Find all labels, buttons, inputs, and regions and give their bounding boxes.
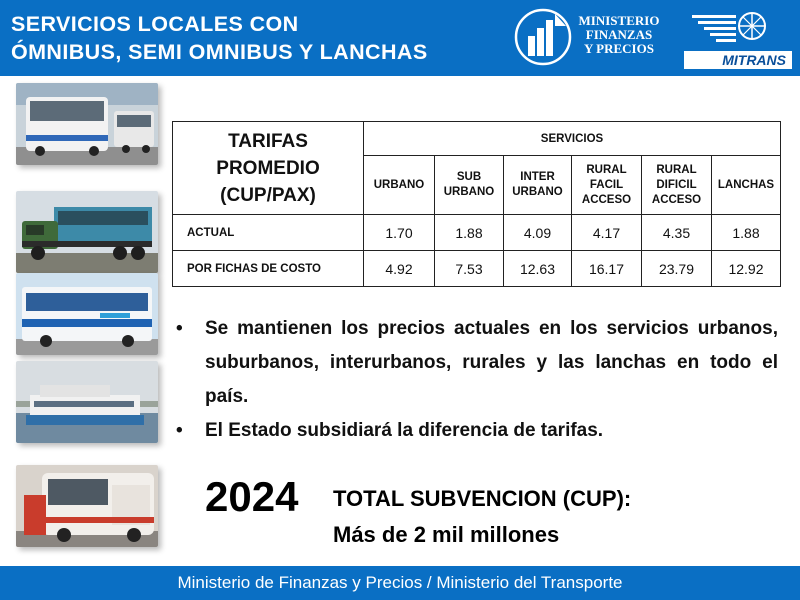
header-banner bbox=[0, 0, 800, 76]
table-cell: 7.53 bbox=[435, 251, 504, 287]
page-title bbox=[11, 10, 428, 66]
globe-icon bbox=[739, 13, 765, 39]
col-header-lanchas: LANCHAS bbox=[712, 156, 781, 215]
table-cell: 4.35 bbox=[642, 215, 712, 251]
col-header-rural-facil: RURAL FACIL ACCESO bbox=[572, 156, 642, 215]
list-item bbox=[176, 414, 778, 448]
title-line-1: SERVICIOS LOCALES CON bbox=[11, 12, 299, 36]
table-cell: 12.92 bbox=[712, 251, 781, 287]
table-cell: 4.92 bbox=[364, 251, 435, 287]
bullet-text: Se mantienen los precios actuales en los servicios urbanos, suburbanos, interurbanos, rurales y las lanchas en todo el país. bbox=[205, 318, 778, 407]
table-cell: 1.88 bbox=[712, 215, 781, 251]
summary-total-value: Más de 2 mil millones bbox=[333, 522, 560, 547]
photo-ferry-boat bbox=[16, 361, 158, 443]
mitrans-logo-text: MITRANS bbox=[684, 51, 792, 69]
table-cell: 1.70 bbox=[364, 215, 435, 251]
ministerio-finanzas-logo bbox=[514, 6, 664, 68]
bullet-list bbox=[176, 312, 778, 448]
bullet-dot-icon: • bbox=[176, 318, 183, 339]
tarifas-table bbox=[172, 121, 781, 287]
wing-lines-icon bbox=[692, 15, 736, 42]
summary-year: 2024 bbox=[205, 473, 299, 520]
col-header-rural-dificil: RURAL DIFICIL ACCESO bbox=[642, 156, 712, 215]
table-corner-title: TARIFAS PROMEDIO (CUP/PAX) bbox=[173, 122, 364, 215]
table-cell: 1.88 bbox=[435, 215, 504, 251]
col-header-interurbano: INTER URBANO bbox=[504, 156, 572, 215]
photo-coach-bus bbox=[16, 465, 158, 547]
title-line-2: ÓMNIBUS, SEMI OMNIBUS Y LANCHAS bbox=[11, 40, 428, 64]
mitrans-logo bbox=[684, 6, 792, 70]
logo-text-line-1: MINISTERIO bbox=[578, 13, 660, 28]
col-header-urbano: URBANO bbox=[364, 156, 435, 215]
summary-total-label: TOTAL SUBVENCION (CUP): bbox=[333, 486, 632, 511]
bullet-text: El Estado subsidiará la diferencia de tarifas. bbox=[205, 420, 604, 441]
list-item bbox=[176, 312, 778, 414]
row-label-actual: ACTUAL bbox=[173, 215, 364, 251]
table-cell: 4.09 bbox=[504, 215, 572, 251]
logo-text-line-3: Y PRECIOS bbox=[584, 41, 654, 56]
table-row bbox=[173, 215, 781, 251]
photo-truck-bus bbox=[16, 191, 158, 273]
table-cell: 4.17 bbox=[572, 215, 642, 251]
footer-banner: Ministerio de Finanzas y Precios / Ministerio del Transporte bbox=[0, 566, 800, 600]
col-header-suburbano: SUB URBANO bbox=[435, 156, 504, 215]
row-label-fichas-costo: POR FICHAS DE COSTO bbox=[173, 251, 364, 287]
building-chart-icon bbox=[514, 6, 574, 68]
photo-urban-bus bbox=[16, 83, 158, 165]
table-cell: 16.17 bbox=[572, 251, 642, 287]
bullet-dot-icon: • bbox=[176, 420, 183, 441]
table-row bbox=[173, 251, 781, 287]
table-cell: 12.63 bbox=[504, 251, 572, 287]
logo-text-line-2: FINANZAS bbox=[585, 27, 653, 42]
table-cell: 23.79 bbox=[642, 251, 712, 287]
photo-city-bus bbox=[16, 273, 158, 355]
servicios-header: SERVICIOS bbox=[364, 122, 781, 156]
